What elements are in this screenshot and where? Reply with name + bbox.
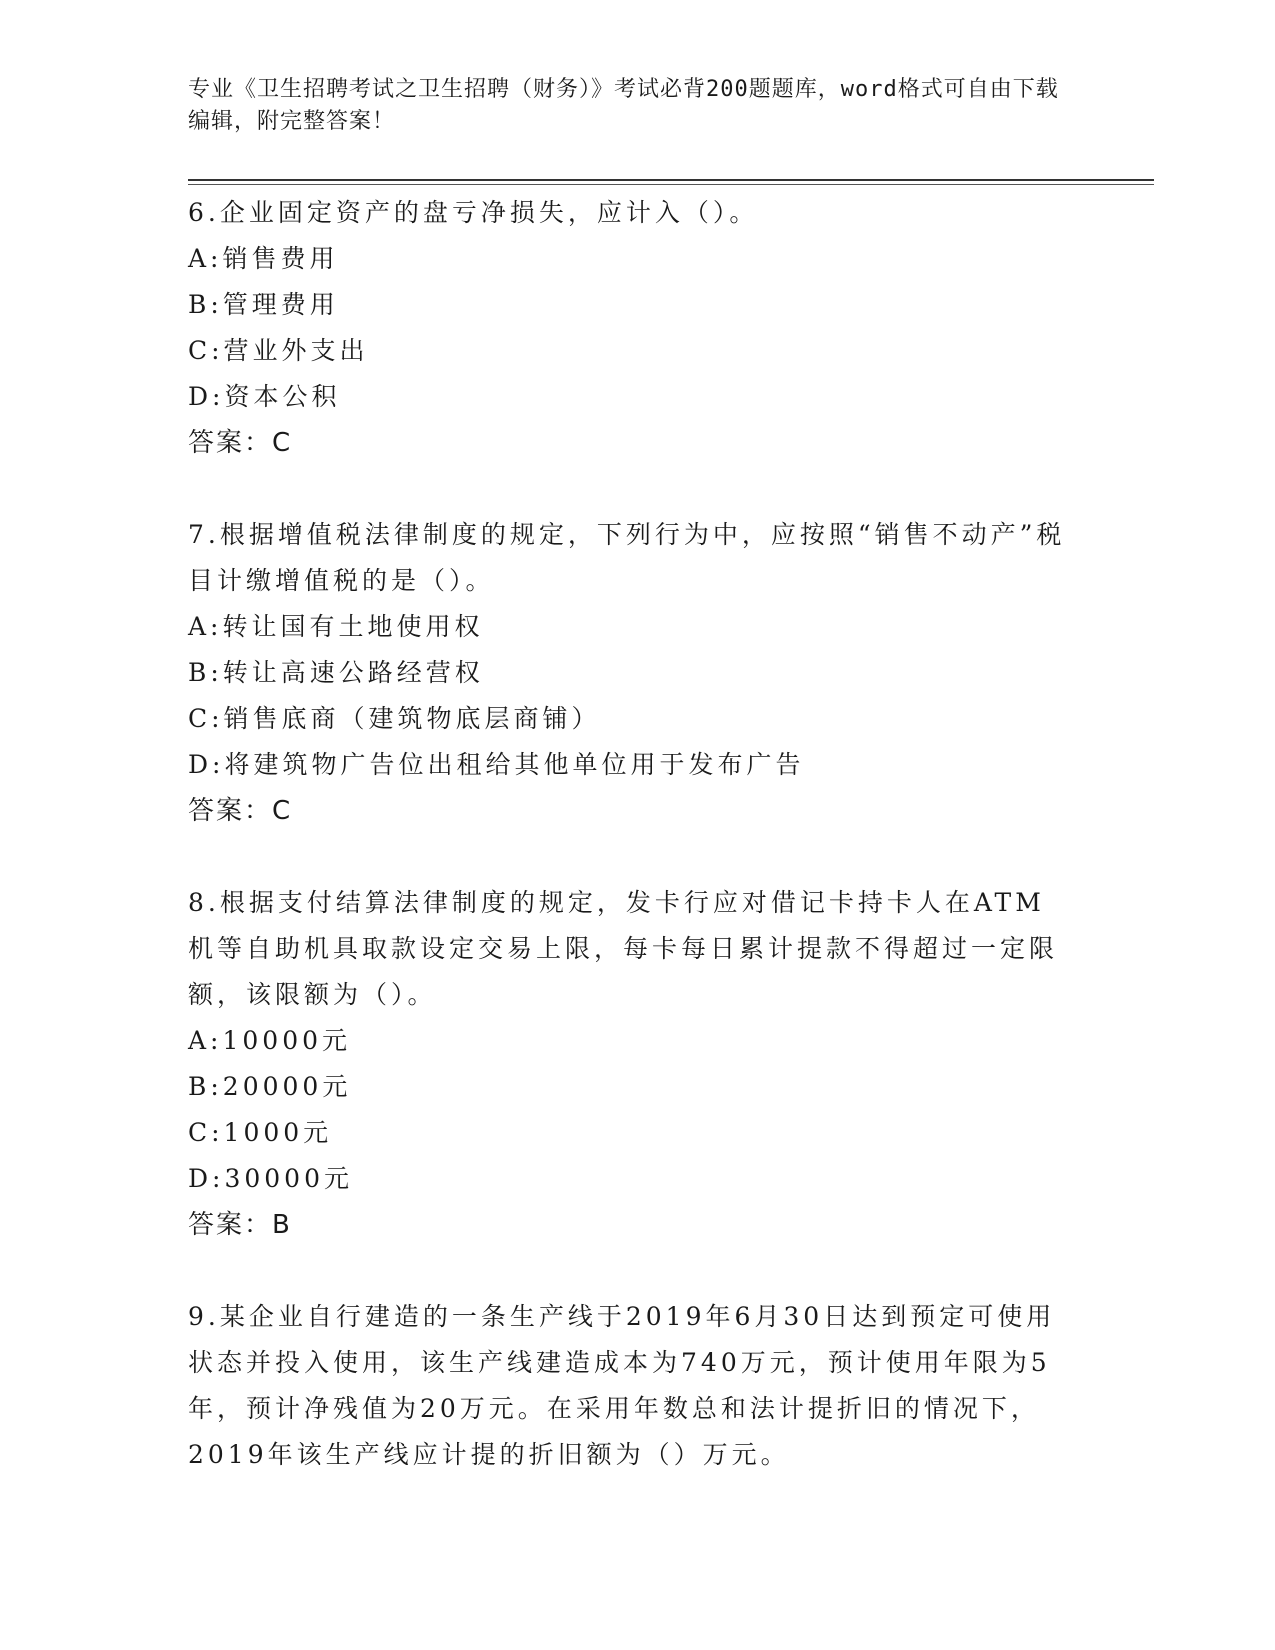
question-stem: 7.根据增值税法律制度的规定，下列行为中，应按照“销售不动产”税目计缴增值税的是（）。	[188, 520, 1066, 595]
header-divider-secondary	[188, 184, 1154, 185]
question-8	[188, 880, 1068, 1248]
header-divider	[188, 179, 1154, 181]
answer-label: 答案：C	[188, 796, 293, 826]
question-9	[188, 1294, 1068, 1478]
option-d: D:30000元	[188, 1164, 353, 1193]
answer-label: 答案：B	[188, 1210, 292, 1240]
question-7	[188, 512, 1068, 834]
question-stem: 9.某企业自行建造的一条生产线于2019年6月30日达到预定可使用状态并投入使用，该生产线建造成本为740万元，预计使用年限为5年，预计净残值为20万元。在采用年数总和法计提折旧的情况下，2019年该生产线应计提的折旧额为（）万元。	[188, 1302, 1056, 1469]
option-c: C:销售底商（建筑物底层商铺）	[188, 704, 601, 733]
option-b: B:20000元	[188, 1072, 352, 1101]
option-d: D:将建筑物广告位出租给其他单位用于发布广告	[188, 750, 805, 779]
option-c: C:营业外支出	[188, 336, 369, 365]
question-stem: 6.企业固定资产的盘亏净损失，应计入（）。	[188, 198, 759, 227]
question-6	[188, 190, 1068, 466]
option-a: A:转让国有土地使用权	[188, 612, 484, 641]
question-stem: 8.根据支付结算法律制度的规定，发卡行应对借记卡持卡人在ATM机等自助机具取款设定交易上限，每卡每日累计提款不得超过一定限额，该限额为（）。	[188, 888, 1059, 1009]
option-c: C:1000元	[188, 1118, 333, 1147]
option-a: A:销售费用	[188, 244, 339, 273]
option-a: A:10000元	[188, 1026, 352, 1055]
option-b: B:管理费用	[188, 290, 339, 319]
question-list	[188, 190, 1068, 1524]
answer-label: 答案：C	[188, 428, 293, 458]
option-b: B:转让高速公路经营权	[188, 658, 484, 687]
option-d: D:资本公积	[188, 382, 341, 411]
document-header: 专业《卫生招聘考试之卫生招聘（财务）》考试必背200题题库，word格式可自由下载编辑，附完整答案！	[188, 77, 1059, 134]
